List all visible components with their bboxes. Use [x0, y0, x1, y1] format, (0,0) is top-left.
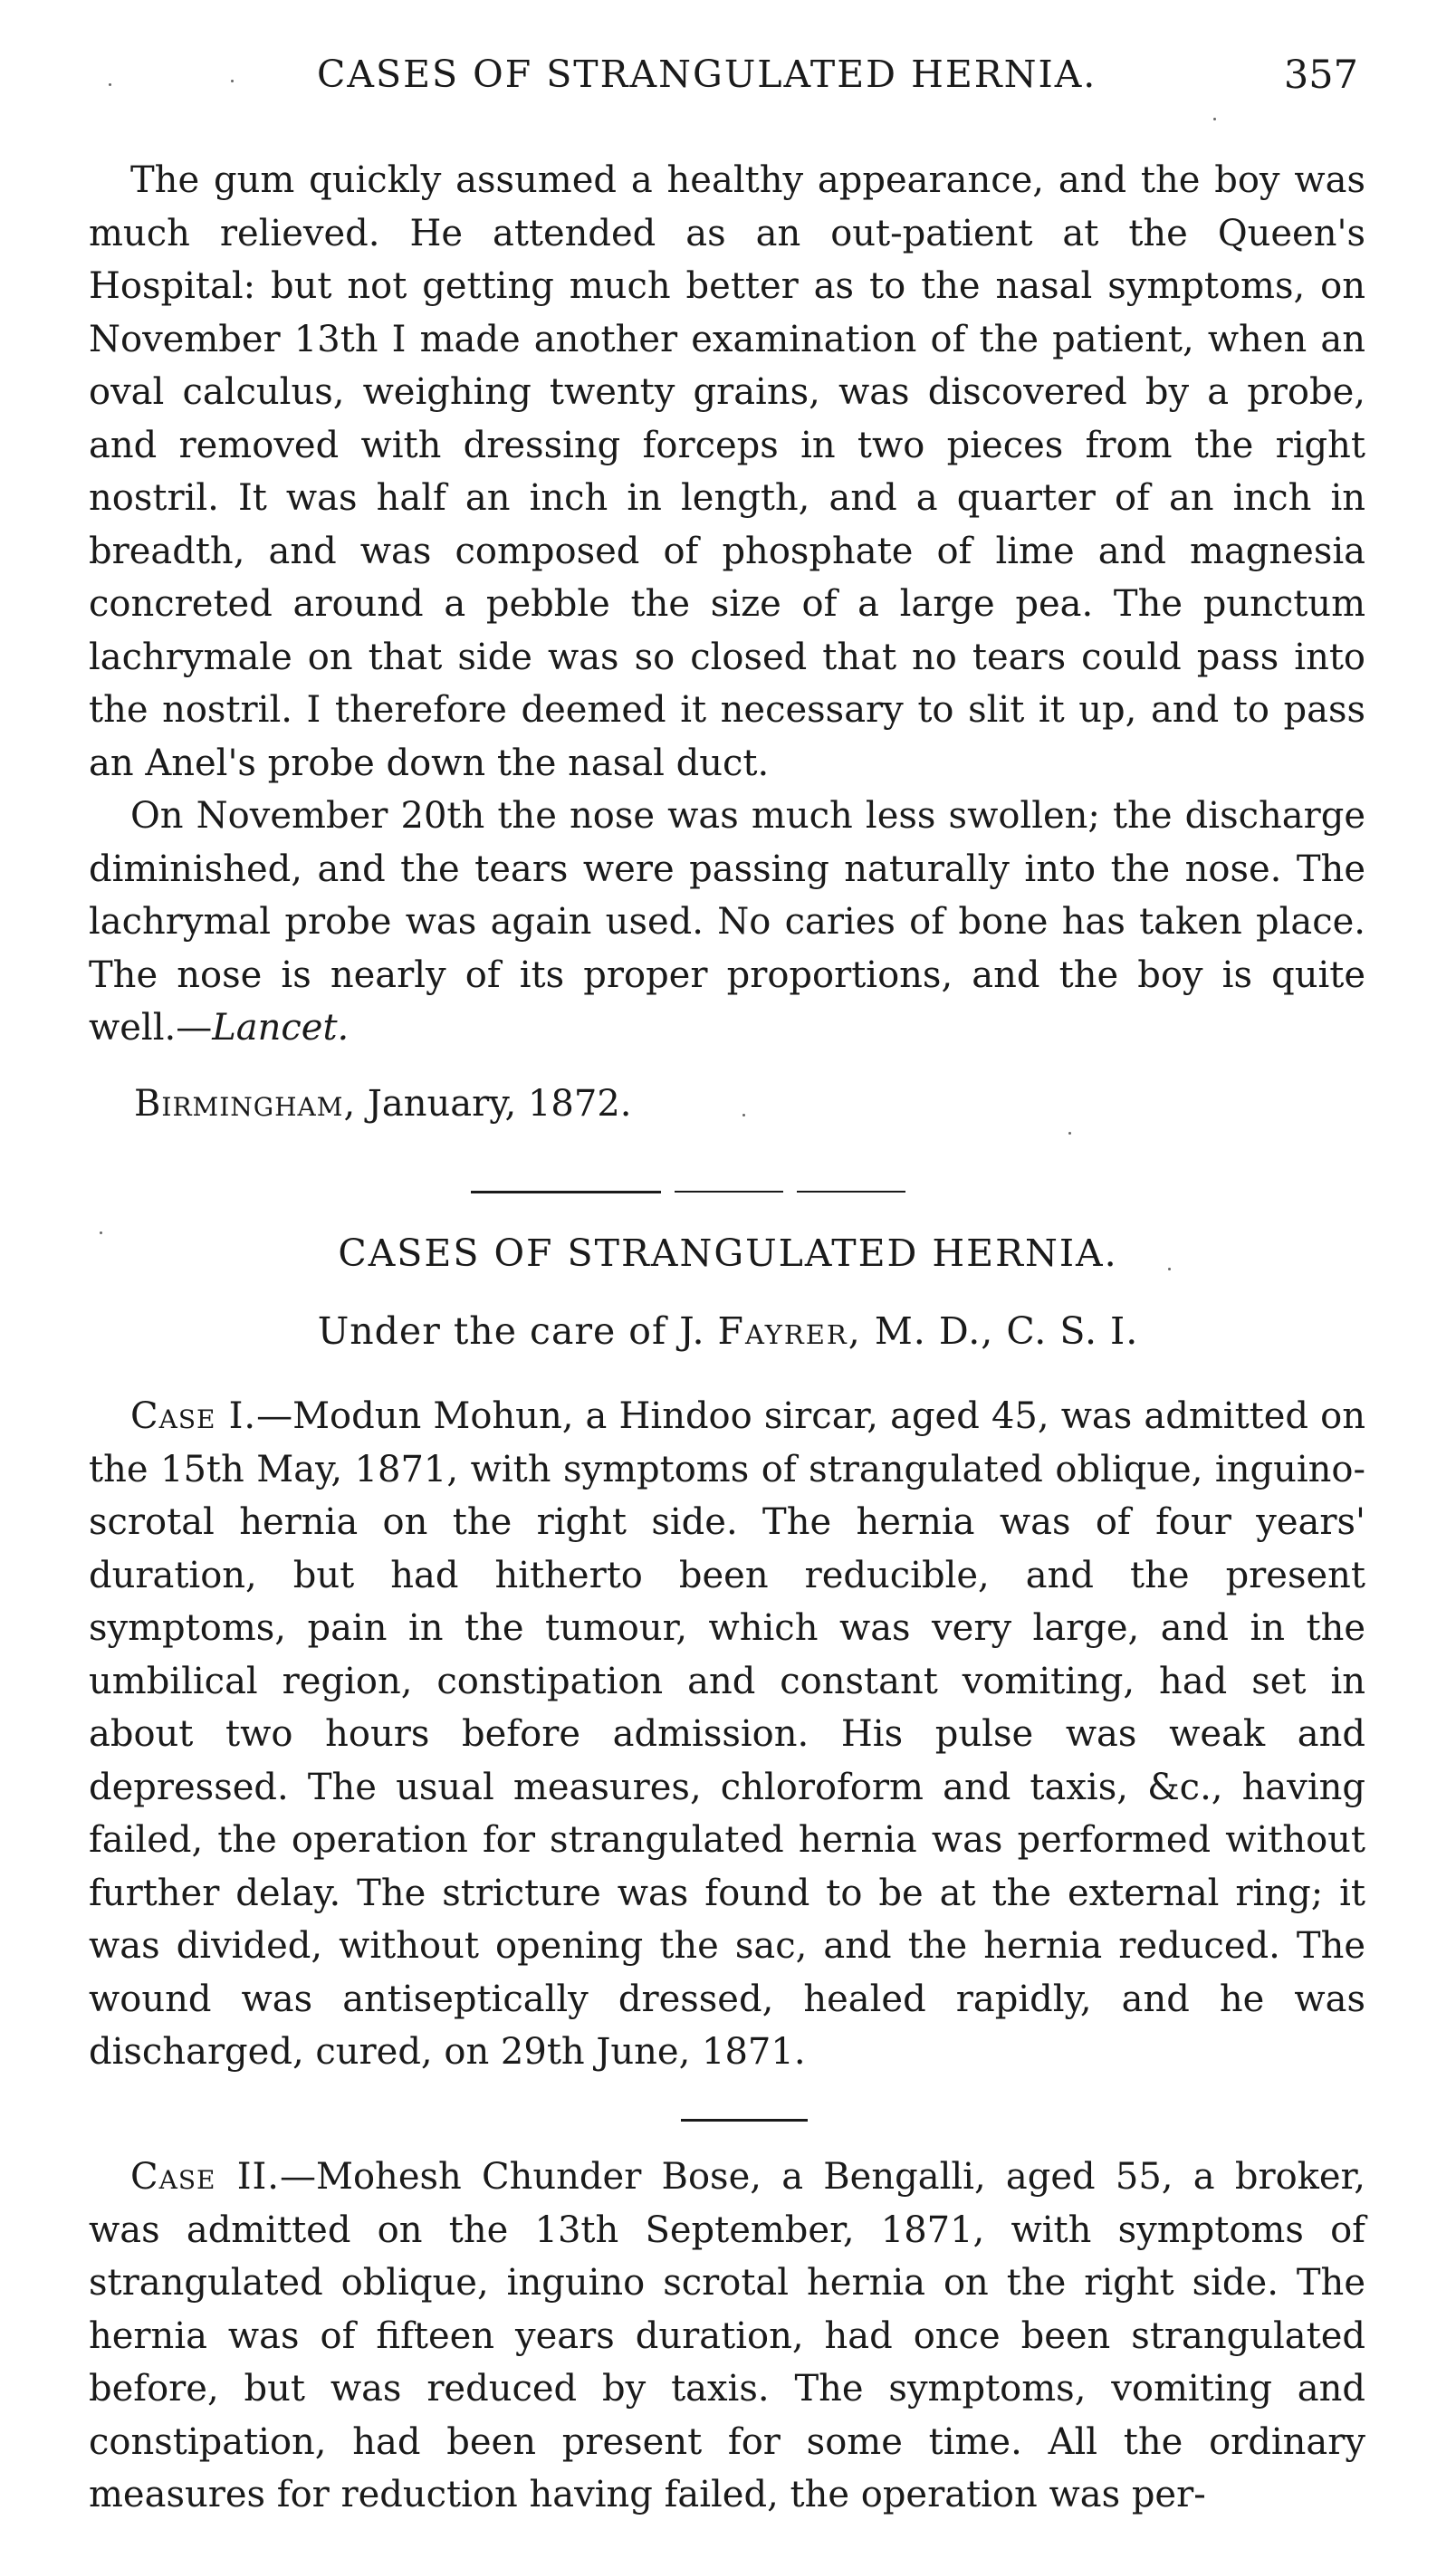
case-2-paragraph [89, 2151, 1365, 2522]
running-head [0, 53, 1456, 107]
source-citation: Lancet. [212, 1007, 350, 1049]
section-divider-right [797, 1191, 905, 1193]
page-number: 357 [1283, 53, 1358, 98]
print-speck [742, 1114, 745, 1116]
section-divider-mid [675, 1191, 783, 1193]
section-byline [0, 1309, 1456, 1353]
paragraph-2: On November 20th the nose was much less swollen; the discharge diminished, and the tears were passing naturally into the nose. The lachrymal probe was again used. No caries of bone has taken place. The nose is nearly of its proper proportions, and the boy is quite well.—Lancet. [89, 795, 1365, 1049]
byline-name: Fayrer, [717, 1309, 862, 1353]
article-continuation [89, 154, 1365, 1055]
case-2-text: —Mohesh Chunder Bose, a Bengalli, aged 55, a broker, was admitted on the 13th September, 1871, with symptoms of strangulated oblique, inguino scrotal hernia on the right side. The hernia was of fifteen years duration, had once been strangulated before, but was reduced by taxis. The symptoms, vomiting and constipation, had been present for some time. All the ordinary measures for reduction having failed, the operation was per- [89, 2156, 1365, 2515]
print-speck [109, 83, 111, 86]
signature-line [134, 1083, 632, 1125]
signature-place: Birmingham, [134, 1083, 357, 1125]
case-1-paragraph [89, 1390, 1365, 2079]
byline-prefix: Under the care of J. [317, 1309, 705, 1353]
paragraph-1: The gum quickly assumed a healthy appearance, and the boy was much relieved. He attended as an out-patient at the Queen's Hospital: but not getting much better as to the nasal symptoms, on November 13th I made another examination of the patient, when an oval calculus, weighing twenty grains, was discovered by a probe, and removed with dressing forceps in two pieces from the right nostril. It was half an inch in length, and a quarter of an inch in breadth, and was composed of phosphate of lime and magnesia concreted around a pebble the size of a large pea. The punctum lachrymale on that side was so closed that no tears could pass into the nostril. I therefore deemed it necessary to slit it up, and to pass an Anel's probe down the nasal duct. [89, 159, 1365, 784]
case-1-text: —Modun Mohun, a Hindoo sircar, aged 45, was admitted on the 15th May, 1871, with symptoms of strangulated oblique, inguino-scrotal hernia on the right side. The hernia was of four years' duration, but had hitherto been reducible, and the present symptoms, pain in the tumour, which was very large, and in the umbilical region, constipation and constant vomiting, had set in about two hours before admission. His pulse was weak and depressed. The usual measures, chloroform and taxis, &c., having failed, the operation for strangulated hernia was performed without further delay. The stricture was found to be at the external ring; it was divided, without opening the sac, and the hernia reduced. The wound was antiseptically dressed, healed rapidly, and he was discharged, cured, on 29th June, 1871. [89, 1395, 1365, 2073]
section-title: CASES OF STRANGULATED HERNIA. [338, 1231, 1118, 1275]
case-2 [89, 2151, 1365, 2522]
case-1 [89, 1390, 1365, 2079]
section-divider-left [471, 1191, 661, 1193]
case-1-label: Case I. [130, 1395, 257, 1437]
print-speck [100, 1231, 102, 1234]
print-speck [1213, 118, 1216, 120]
print-speck [1068, 1132, 1071, 1135]
running-title: CASES OF STRANGULATED HERNIA. [317, 53, 1097, 96]
byline-suffix: M. D., C. S. I. [874, 1309, 1139, 1353]
case-2-label: Case II. [130, 2156, 281, 2198]
print-speck [231, 80, 234, 82]
paragraph-2-text: On November 20th the nose was much less swollen; the discharge diminished, and the tears were passing naturally into the nose. The lachrymal probe was again used. No caries of bone has taken place. The nose is nearly of its proper proportions, and the boy is quite well. [89, 795, 1365, 1049]
print-speck [1168, 1268, 1171, 1270]
case-divider [681, 2119, 808, 2122]
signature-date: January, 1872. [367, 1083, 632, 1125]
